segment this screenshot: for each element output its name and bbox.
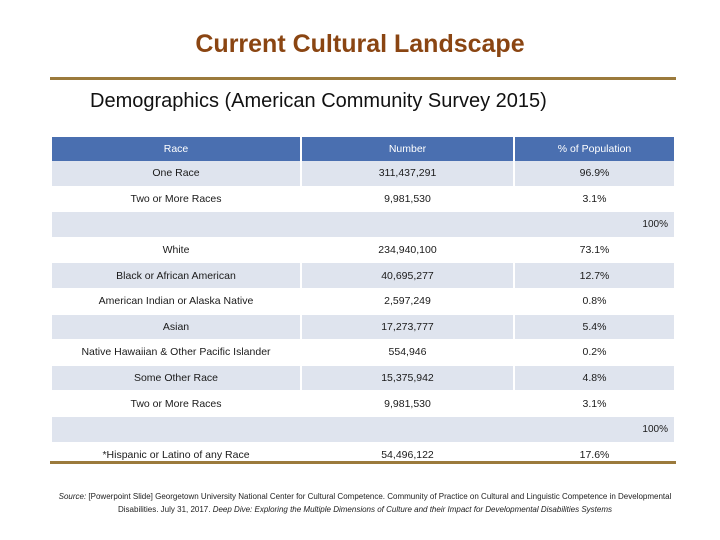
race-cell: American Indian or Alaska Native	[52, 288, 301, 314]
slide-subtitle: Demographics (American Community Survey 2015)	[90, 90, 547, 112]
source-text: [Powerpoint Slide] Georgetown University National Center for Cultural Competence. Community of Practice on Cultural and Linguistic Competence in Developmental Disabilities. July 31, 2017.	[86, 492, 672, 514]
total-cell: 100%	[52, 416, 674, 442]
table-row	[52, 161, 674, 186]
percent-cell: 0.2%	[514, 340, 674, 366]
number-cell: 234,940,100	[301, 237, 514, 263]
table-row	[52, 365, 674, 391]
race-cell: Asian	[52, 314, 301, 340]
table-row	[52, 263, 674, 289]
source-citation	[40, 490, 690, 516]
total-cell: 100%	[52, 212, 674, 238]
source-label: Source:	[58, 492, 87, 501]
source-title: Deep Dive: Exploring the Multiple Dimensions of Culture and their Impact for Developmental Disabilities Systems	[212, 505, 612, 514]
header-race: Race	[52, 137, 301, 161]
percent-cell: 3.1%	[514, 186, 674, 212]
percent-cell: 5.4%	[514, 314, 674, 340]
total-row	[52, 416, 674, 442]
number-cell: 2,597,249	[301, 288, 514, 314]
header-percent: % of Population	[514, 137, 674, 161]
bottom-divider	[50, 461, 676, 464]
percent-cell: 73.1%	[514, 237, 674, 263]
table-row	[52, 391, 674, 417]
top-divider	[50, 77, 676, 80]
table-header-row	[52, 137, 674, 161]
number-cell: 554,946	[301, 340, 514, 366]
header-number: Number	[301, 137, 514, 161]
number-cell: 54,496,122	[301, 442, 514, 468]
table-row	[52, 314, 674, 340]
percent-cell: 17.6%	[514, 442, 674, 468]
number-cell: 40,695,277	[301, 263, 514, 289]
number-cell: 9,981,530	[301, 391, 514, 417]
race-cell: One Race	[52, 161, 301, 186]
demographics-table	[52, 137, 674, 468]
percent-cell: 4.8%	[514, 365, 674, 391]
table-row	[52, 237, 674, 263]
slide-title: Current Cultural Landscape	[195, 30, 525, 58]
race-cell: White	[52, 237, 301, 263]
number-cell: 15,375,942	[301, 365, 514, 391]
table-row	[52, 288, 674, 314]
race-cell: Two or More Races	[52, 186, 301, 212]
race-cell: Black or African American	[52, 263, 301, 289]
race-cell: Some Other Race	[52, 365, 301, 391]
percent-cell: 3.1%	[514, 391, 674, 417]
percent-cell: 96.9%	[514, 161, 674, 186]
race-cell: Two or More Races	[52, 391, 301, 417]
table-row	[52, 186, 674, 212]
table-row	[52, 340, 674, 366]
percent-cell: 0.8%	[514, 288, 674, 314]
number-cell: 311,437,291	[301, 161, 514, 186]
percent-cell: 12.7%	[514, 263, 674, 289]
number-cell: 17,273,777	[301, 314, 514, 340]
race-cell: *Hispanic or Latino of any Race	[52, 442, 301, 468]
race-cell: Native Hawaiian & Other Pacific Islander	[52, 340, 301, 366]
total-row	[52, 212, 674, 238]
number-cell: 9,981,530	[301, 186, 514, 212]
